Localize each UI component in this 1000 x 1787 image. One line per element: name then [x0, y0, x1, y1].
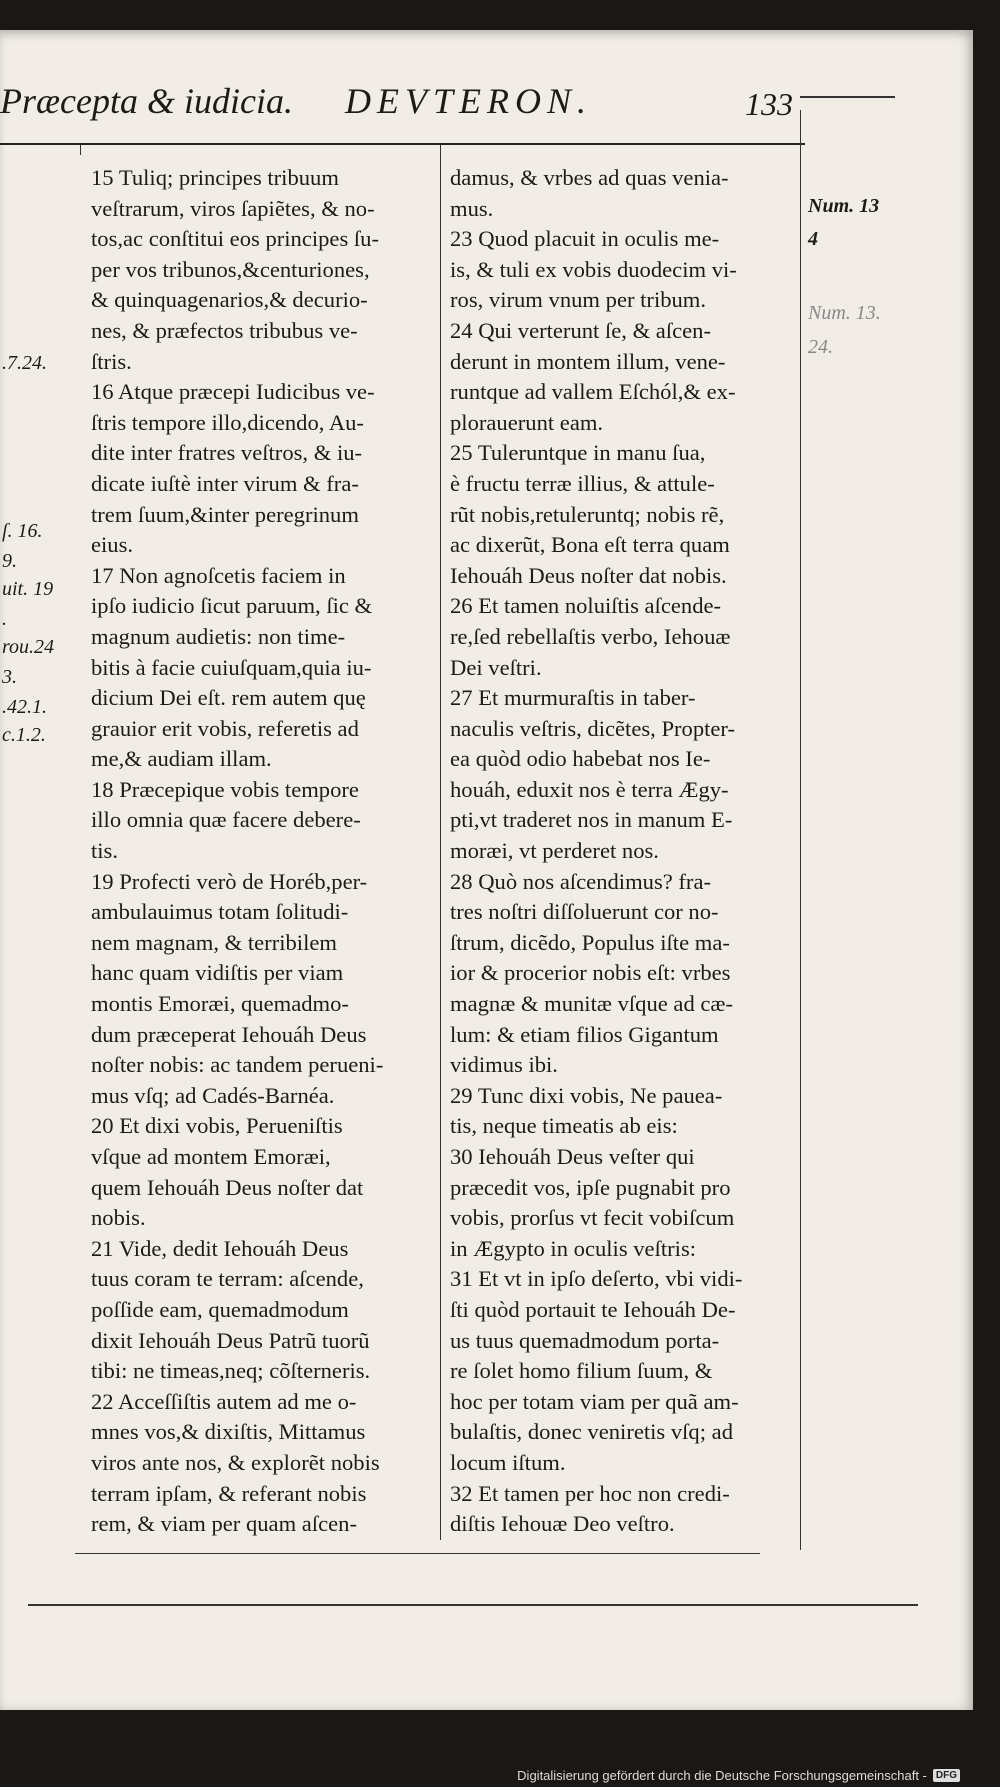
text-line: 31 Et vt in ipſo deſerto, vbi vidi- — [450, 1266, 743, 1292]
digitization-footer — [517, 1768, 960, 1783]
column-divider — [440, 145, 441, 1540]
text-line: 24 Qui verterunt ſe, & aſcen- — [450, 317, 711, 343]
text-line: vſque ad montem Emoræi, — [91, 1144, 331, 1169]
margin-note: .7.24. — [2, 352, 47, 374]
text-line: moræi, vt perderet nos. — [450, 838, 659, 864]
text-line: terram ipſam, & referant nobis — [91, 1480, 367, 1506]
text-line: is, & tuli ex vobis duodecim vi- — [450, 256, 737, 282]
margin-note: Num. 13 — [808, 195, 880, 217]
text-line: viros ante nos, & explorẽt nobis — [91, 1449, 380, 1475]
text-line: ac dixerũt, Bona eſt terra quam — [450, 532, 730, 558]
text-line: ros, virum vnum per tribum. — [450, 287, 707, 313]
text-line: runtque ad vallem Eſchól,& ex- — [450, 379, 736, 405]
text-line: dicium Dei eſt. rem autem quę — [91, 685, 366, 711]
text-line: 23 Quod placuit in oculis me- — [450, 226, 720, 252]
text-line: Iehouáh Deus noſter dat nobis. — [450, 562, 727, 588]
text-line: tuus coram te terram: aſcende, — [91, 1266, 364, 1292]
text-line: ea quòd odio habebat nos Ie- — [450, 746, 711, 772]
text-line: è fructu terræ illius, & attule- — [450, 470, 715, 496]
text-line: ior & procerior nobis eſt: vrbes — [450, 960, 731, 986]
right-margin-divider — [800, 110, 801, 1550]
text-line: dite inter fratres veſtros, & iu- — [91, 440, 363, 466]
text-line: 32 Et tamen per hoc non credi- — [450, 1480, 730, 1506]
text-line: me,& audiam illam. — [91, 746, 272, 772]
margin-note: c.1.2. — [2, 724, 46, 746]
text-line: damus, & vrbes ad quas venia- — [450, 165, 729, 190]
text-line: 27 Et murmuraſtis in taber- — [450, 685, 696, 711]
text-line: pti,vt traderet nos in manum E- — [450, 807, 733, 833]
margin-note: 3. — [2, 666, 17, 688]
text-line: grauior erit vobis, referetis ad — [91, 715, 359, 741]
footer-rule — [75, 1553, 760, 1554]
text-line: mus vſq; ad Cadés-Barnéa. — [91, 1082, 335, 1108]
header-left-title: Præcepta & iudicia. — [0, 81, 293, 121]
text-line: ſtris tempore illo,dicendo, Au- — [91, 409, 364, 435]
text-line: 29 Tunc dixi vobis, Ne pauea- — [450, 1082, 723, 1108]
text-line: dicate iuſtè inter virum & fra- — [91, 470, 359, 496]
margin-note: ſ. 16. — [2, 520, 43, 542]
text-line: ambulauimus totam ſolitudi- — [91, 899, 349, 925]
text-line: mnes vos,& dixiſtis, Mittamus — [91, 1419, 366, 1445]
text-column-left — [91, 163, 429, 1540]
margin-note: 4 — [808, 228, 818, 250]
text-line: bulaſtis, donec veniretis vſq; ad — [450, 1419, 733, 1445]
text-line: tibi: ne timeas,neq; cõſterneris. — [91, 1358, 371, 1384]
header-book-title: DEVTERON. — [345, 81, 592, 121]
text-line: veſtrarum, viros ſapiẽtes, & no- — [91, 195, 375, 221]
margin-note: .42.1. — [2, 696, 47, 718]
text-line: dum præceperat Iehouáh Deus — [91, 1021, 367, 1047]
text-line: nem magnam, & terribilem — [91, 929, 337, 955]
text-line: in Ægypto in oculis veſtris: — [450, 1235, 697, 1261]
text-line: tis. — [91, 838, 118, 864]
text-line: re,ſed rebellaſtis verbo, Iehouæ — [450, 623, 731, 649]
text-line: re ſolet homo filium ſuum, & — [450, 1358, 713, 1384]
text-column-right — [450, 163, 786, 1540]
margin-note: 24. — [808, 336, 833, 358]
text-line: naculis veſtris, dicẽtes, Propter- — [450, 715, 736, 741]
text-line: diſtis Iehouæ Deo veſtro. — [450, 1511, 675, 1537]
text-line: locum iſtum. — [450, 1449, 566, 1475]
margin-note: 9. — [2, 550, 17, 572]
text-line: ſtrum, dicẽdo, Populus iſte ma- — [450, 929, 730, 955]
text-line: hoc per totam viam per quã am- — [450, 1388, 739, 1414]
running-header — [0, 80, 810, 140]
text-line: nobis. — [91, 1205, 146, 1231]
text-line: præcedit vos, ipſe pugnabit pro — [450, 1174, 731, 1200]
text-line: 15 Tuliq; principes tribuum — [91, 165, 339, 190]
text-line: Dei veſtri. — [450, 654, 542, 680]
text-line: tres noſtri diſſoluerunt cor no- — [450, 899, 719, 925]
left-margin-tick — [80, 145, 81, 155]
text-line: lum: & etiam filios Gigantum — [450, 1021, 719, 1047]
header-rule — [0, 143, 805, 145]
footer-credit: Digitalisierung gefördert durch die Deutsche Forschungsgemeinschaft - — [517, 1768, 927, 1783]
text-line: mus. — [450, 195, 494, 221]
text-line: vobis, prorſus vt fecit vobiſcum — [450, 1205, 735, 1231]
text-line: 26 Et tamen noluiſtis aſcende- — [450, 593, 722, 619]
header-rule-right — [800, 96, 895, 98]
text-line: magnæ & munitæ vſque ad cæ- — [450, 991, 734, 1017]
text-line: houáh, eduxit nos è terra Ægy- — [450, 776, 729, 802]
text-line: eius. — [91, 532, 134, 558]
text-line: ſti quòd portauit te Iehouáh De- — [450, 1296, 736, 1322]
text-line: tis, neque timeatis ab eis: — [450, 1113, 678, 1139]
text-line: 20 Et dixi vobis, Perueniſtis — [91, 1113, 343, 1139]
text-line: rũt nobis,retuleruntq; nobis rẽ, — [450, 501, 725, 527]
text-line: derunt in montem illum, vene- — [450, 348, 726, 374]
text-line: 25 Tuleruntque in manu ſua, — [450, 440, 706, 466]
text-line: bitis à facie cuiuſquam,quia iu- — [91, 654, 372, 680]
text-line: quem Iehouáh Deus noſter dat — [91, 1174, 364, 1200]
text-line: nes, & præfectos tribubus ve- — [91, 317, 358, 343]
text-line: 30 Iehouáh Deus veſter qui — [450, 1144, 695, 1169]
text-line: tos,ac conſtitui eos principes ſu- — [91, 226, 380, 252]
text-line: hanc quam vidiſtis per viam — [91, 960, 344, 986]
text-line: 21 Vide, dedit Iehouáh Deus — [91, 1235, 349, 1261]
text-line: ipſo iudicio ſicut paruum, ſic & — [91, 593, 373, 619]
text-line: illo omnia quæ facere debere- — [91, 807, 361, 833]
text-line: us tuus quemadmodum porta- — [450, 1327, 720, 1353]
margin-note: . — [2, 608, 7, 630]
text-line: plorauerunt eam. — [450, 409, 604, 435]
footer-rule-long — [28, 1604, 918, 1606]
text-line: 28 Quò nos aſcendimus? fra- — [450, 868, 712, 894]
text-line: dixit Iehouáh Deus Patrũ tuorũ — [91, 1327, 370, 1353]
text-line: vidimus ibi. — [450, 1052, 558, 1078]
text-line: 16 Atque præcepi Iudicibus ve- — [91, 379, 375, 405]
text-line: & quinquagenarios,& decurio- — [91, 287, 368, 313]
book-page — [0, 30, 973, 1710]
page-number: 133 — [745, 86, 793, 122]
dfg-logo: DFG — [933, 1769, 960, 1782]
text-line: ſtris. — [91, 348, 132, 374]
text-line: per vos tribunos,&centuriones, — [91, 256, 370, 282]
margin-note: rou.24 — [2, 636, 55, 658]
text-line: 17 Non agnoſcetis faciem in — [91, 562, 346, 588]
text-line: 19 Profecti verò de Horéb,per- — [91, 868, 368, 894]
text-line: rem, & viam per quam aſcen- — [91, 1511, 357, 1537]
margin-note: Num. 13. — [808, 302, 881, 324]
text-line: poſſide eam, quemadmodum — [91, 1296, 349, 1322]
text-line: magnum audietis: non time- — [91, 623, 346, 649]
text-line: montis Emoræi, quemadmo- — [91, 991, 349, 1017]
text-line: noſter nobis: ac tandem perueni- — [91, 1052, 384, 1078]
margin-note: uit. 19 — [2, 578, 54, 600]
text-line: 22 Acceſſiſtis autem ad me o- — [91, 1388, 357, 1414]
text-line: trem ſuum,&inter peregrinum — [91, 501, 359, 527]
text-line: 18 Præcepique vobis tempore — [91, 776, 359, 802]
